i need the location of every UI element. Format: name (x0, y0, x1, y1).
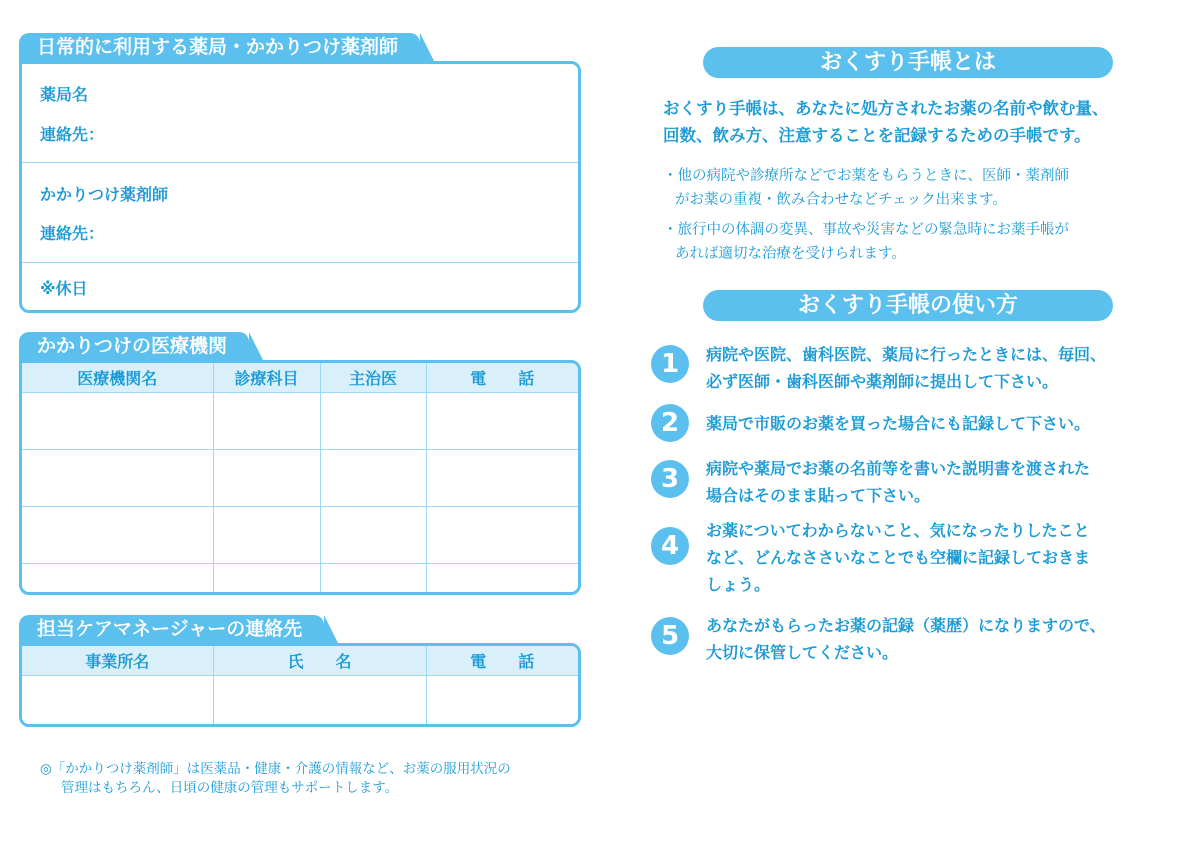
step-number-badge: 4 (651, 527, 689, 565)
footnote-line: 管理はもちろん、日頃の健康の管理もサポートします。 (61, 780, 399, 796)
medical-institution-table (22, 363, 578, 592)
step-line: 場合はそのまま貼って下さい。 (706, 486, 931, 505)
about-intro (663, 95, 1109, 149)
column-header-department: 診療科目 (213, 363, 320, 393)
bullet-line: がお薬の重複・飲み合わせなどチェック出来ます。 (675, 192, 1007, 208)
holiday-label: ※休日 (40, 279, 88, 298)
medical-table-box (19, 360, 581, 595)
medical-section-tab (19, 332, 249, 360)
step-line: 病院や医院、歯科医院、薬局に行ったときには、毎回、 (706, 345, 1107, 364)
footnote (40, 760, 511, 798)
about-bullet (663, 218, 1069, 266)
bullet-line: あれば適切な治療を受けられます。 (675, 246, 906, 262)
column-header-doctor: 主治医 (320, 363, 426, 393)
table-cell[interactable] (213, 393, 320, 450)
step-number-badge: 1 (651, 345, 689, 383)
table-cell[interactable] (22, 393, 213, 450)
about-heading: おくすり手帳とは (703, 47, 1113, 78)
pharmacy-name-label: 薬局名 (40, 85, 89, 104)
pharmacist-label: かかりつけ薬剤師 (40, 185, 169, 204)
care-manager-table (22, 646, 578, 724)
table-cell[interactable] (426, 564, 578, 593)
intro-line: 回数、飲み方、注意することを記録するための手帳です。 (663, 126, 1091, 145)
table-cell[interactable] (213, 450, 320, 507)
table-row (22, 564, 578, 593)
care-table-box (19, 643, 581, 727)
usage-step (706, 341, 1106, 395)
column-header-phone: 電 話 (426, 363, 578, 393)
table-cell[interactable] (426, 507, 578, 564)
table-cell[interactable] (320, 450, 426, 507)
divider (22, 162, 578, 163)
table-cell[interactable] (22, 564, 213, 593)
table-cell[interactable] (320, 564, 426, 593)
step-line: あなたがもらったお薬の記録（薬歴）になりますので、 (706, 616, 1106, 635)
usage-step (706, 455, 1090, 509)
table-cell[interactable] (22, 507, 213, 564)
pharmacy-section-tab (19, 33, 420, 61)
column-header-institution: 医療機関名 (22, 363, 213, 393)
table-cell[interactable] (213, 507, 320, 564)
step-number-badge: 5 (651, 617, 689, 655)
table-cell[interactable] (426, 676, 578, 725)
step-line: しょう。 (706, 575, 771, 594)
step-line: 必ず医師・歯科医師や薬剤師に提出して下さい。 (706, 372, 1059, 391)
pharmacy-contact-label: 連絡先： (40, 125, 105, 144)
bullet-line: ・他の病院や診療所などでお薬をもらうときに、医師・薬剤師 (663, 168, 1069, 184)
pharmacy-info-box (19, 61, 581, 313)
table-cell[interactable] (426, 393, 578, 450)
step-line: お薬についてわからないこと、気になったりしたこと (706, 521, 1090, 540)
intro-line: おくすり手帳は、あなたに処方されたお薬の名前や飲む量、 (663, 99, 1109, 118)
step-number-badge: 2 (651, 404, 689, 442)
step-line: 病院や薬局でお薬の名前等を書いた説明書を渡された (706, 459, 1091, 478)
table-cell[interactable] (22, 676, 213, 725)
table-cell[interactable] (320, 507, 426, 564)
usage-step (706, 517, 1090, 598)
about-bullet (663, 164, 1069, 212)
table-cell[interactable] (213, 564, 320, 593)
care-section-tab (19, 615, 324, 643)
divider (22, 262, 578, 263)
table-row (22, 393, 578, 450)
step-number-badge: 3 (651, 460, 689, 498)
pharmacy-section-title: 日常的に利用する薬局・かかりつけ薬剤師 (37, 36, 399, 58)
usage-step (706, 410, 1090, 437)
table-cell[interactable] (426, 450, 578, 507)
table-row (22, 450, 578, 507)
step-line: など、どんなささいなことでも空欄に記録しておきま (706, 548, 1091, 567)
table-row (22, 676, 578, 725)
care-section-title: 担当ケアマネージャーの連絡先 (37, 618, 303, 640)
step-line: 薬局で市販のお薬を買った場合にも記録して下さい。 (706, 414, 1091, 433)
table-row (22, 507, 578, 564)
usage-step (706, 612, 1106, 666)
table-cell[interactable] (22, 450, 213, 507)
medical-section-title: かかりつけの医療機関 (37, 335, 228, 357)
column-header-phone: 電 話 (426, 646, 578, 676)
column-header-office: 事業所名 (22, 646, 213, 676)
footnote-line: ◎「かかりつけ薬剤師」は医薬品・健康・介護の情報など、お薬の服用状況の (40, 761, 511, 777)
bullet-line: ・旅行中の体調の変異、事故や災害などの緊急時にお薬手帳が (663, 222, 1069, 238)
column-header-name: 氏 名 (213, 646, 426, 676)
table-cell[interactable] (320, 393, 426, 450)
usage-heading: おくすり手帳の使い方 (703, 290, 1113, 321)
table-cell[interactable] (213, 676, 426, 725)
pharmacist-contact-label: 連絡先： (40, 224, 105, 243)
step-line: 大切に保管してください。 (706, 643, 899, 662)
